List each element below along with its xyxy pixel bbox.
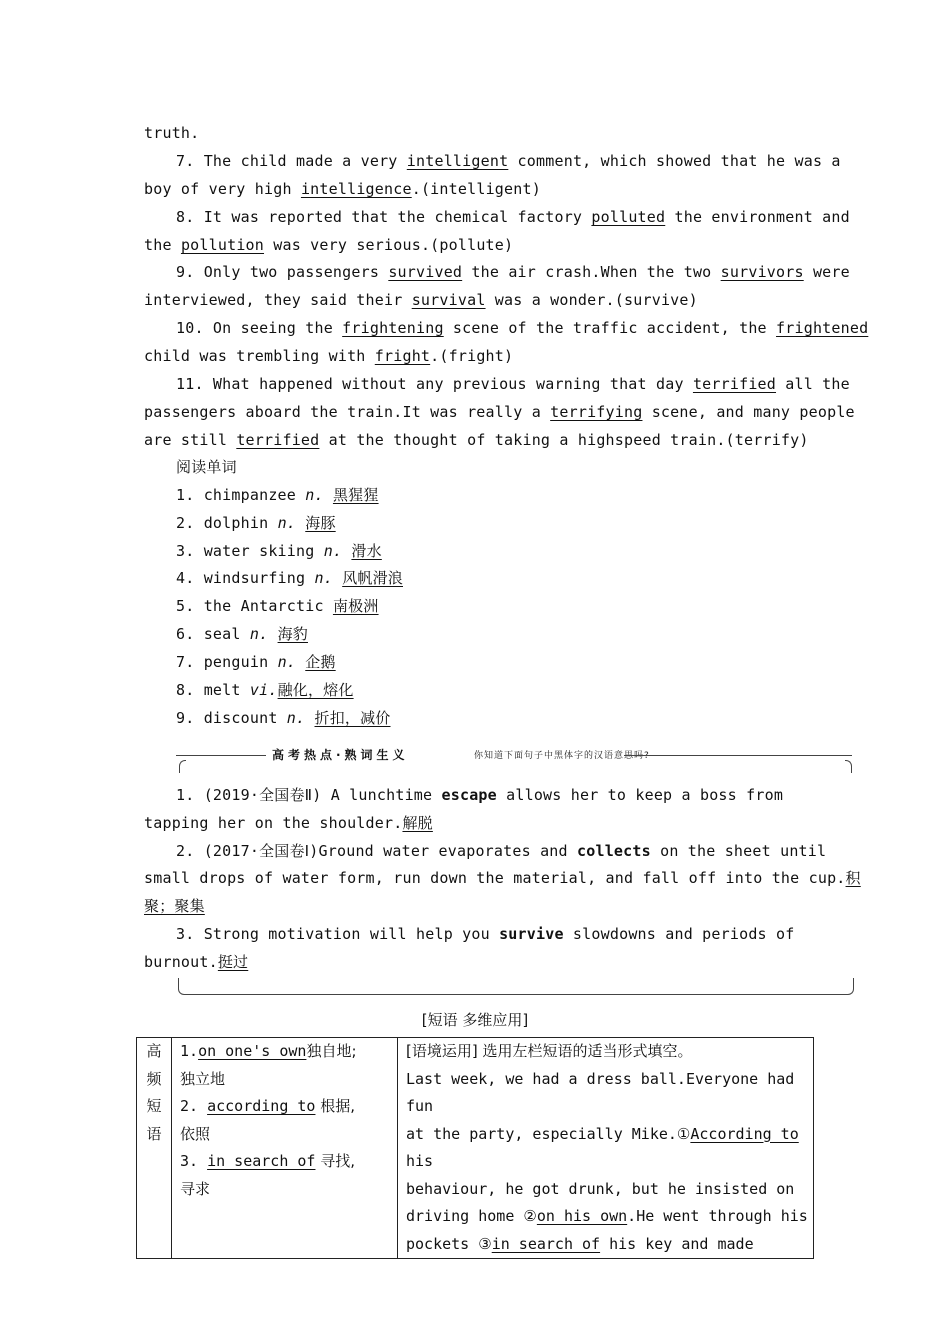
answer-blank: frightening	[342, 319, 444, 337]
text-line: 9. Only two passengers survived the air crash.When the two survivors were	[176, 263, 850, 281]
phrase-list-cell	[172, 1038, 398, 1259]
context-line: behaviour, he got drunk, but he insisted on	[406, 1179, 795, 1198]
word-item: 3. water skiing n. 滑水	[176, 542, 382, 560]
text-line	[144, 896, 205, 916]
text-line: child was trembling with fright.(fright)	[144, 347, 514, 365]
frame-corner	[845, 760, 852, 773]
text-line: small drops of water form, run down the material, and fall off into the cup.积	[144, 869, 861, 887]
answer-blank: 聚；聚集	[144, 897, 205, 915]
answer-blank: on his own	[536, 1207, 628, 1225]
answer-blank: frightened	[776, 319, 869, 337]
word-item: 6. seal n. 海豹	[176, 625, 308, 643]
answer-blank: in search of	[207, 1152, 316, 1170]
word-item: 9. discount n. 折扣，减价	[176, 709, 391, 727]
phrase-item: 2. according to 根据,	[180, 1097, 356, 1115]
phrase-item: 寻求	[180, 1179, 211, 1198]
text-line: 10. On seeing the frightening scene of the traffic accident, the frightened	[176, 319, 869, 337]
text-line: 8. It was reported that the chemical factory polluted the environment and	[176, 208, 850, 226]
answer-blank: terrified	[692, 375, 777, 393]
answer-blank: polluted	[591, 208, 666, 226]
phrase-table	[136, 1037, 814, 1259]
banner-subtitle: 你知道下面句子中黑体字的汉语意思吗?	[474, 751, 650, 761]
answer-blank: in search of	[491, 1234, 601, 1253]
frame-corner	[179, 760, 186, 773]
text-line: tapping her on the shoulder.解脱	[144, 814, 433, 832]
word-item: 4. windsurfing n. 风帆滑浪	[176, 569, 403, 587]
phrase-item: 依照	[180, 1124, 211, 1143]
context-heading: [语境运用] 选用左栏短语的适当形式填空。	[406, 1042, 693, 1060]
banner-rule	[624, 755, 852, 756]
answer-blank: 积	[845, 869, 861, 887]
text-line: burnout.挺过	[144, 953, 249, 971]
word-item: 8. melt vi.融化，熔化	[176, 681, 354, 699]
bold-keyword: escape	[441, 786, 497, 804]
text-line: truth.	[144, 124, 200, 142]
context-line: at the party, especially Mike.①According to his	[406, 1124, 799, 1170]
phrase-item: 3. in search of 寻找,	[180, 1152, 356, 1170]
word-item: 5. the Antarctic 南极洲	[176, 597, 379, 615]
answer-blank: 挺过	[217, 953, 249, 971]
text-line: 1. (2019·全国卷Ⅱ) A lunchtime escape allows her to keep a boss from	[176, 786, 784, 804]
context-cell	[398, 1038, 814, 1259]
banner-rule	[176, 755, 266, 756]
context-line: driving home ②on his own.He went through his	[406, 1207, 808, 1225]
section-heading: 阅读单词	[176, 458, 237, 476]
text-line: 11. What happened without any previous warning that day terrified all the	[176, 375, 850, 393]
text-line: boy of very high intelligence.(intelligent)	[144, 180, 541, 198]
table-label-cell: 高 频 短 语	[137, 1038, 172, 1259]
text-line: 3. Strong motivation will help you survive slowdowns and periods of	[176, 925, 795, 943]
text-line: interviewed, they said their survival was a wonder.(survive)	[144, 291, 698, 309]
text-line: 7. The child made a very intelligent comment, which showed that he was a	[176, 152, 841, 170]
word-item: 1. chimpanzee n. 黑猩猩	[176, 486, 379, 504]
answer-blank: terrifying	[550, 403, 643, 421]
phrase-item: 独立地	[180, 1069, 226, 1088]
phrase-item: 1.on one's own独自地;	[180, 1042, 357, 1060]
text-line: passengers aboard the train.It was really a terrifying scene, and many people	[144, 403, 855, 421]
answer-blank: According to	[690, 1124, 799, 1143]
answer-blank: pollution	[180, 236, 265, 254]
section-frame	[178, 978, 854, 995]
bold-keyword: survive	[499, 925, 564, 943]
answer-blank: according to	[207, 1097, 316, 1115]
answer-blank: fright	[374, 347, 431, 365]
phrases-title: [短语 多维应用]	[421, 1011, 529, 1029]
section-banner	[176, 742, 852, 772]
text-line: are still terrified at the thought of taking a highspeed train.(terrify)	[144, 431, 809, 449]
bold-keyword: collects	[577, 842, 651, 860]
answer-blank: 解脱	[402, 814, 433, 832]
answer-blank: survival	[411, 291, 486, 309]
context-line: pockets ③in search of his key and made	[406, 1234, 754, 1253]
word-item: 7. penguin n. 企鹅	[176, 653, 336, 671]
text-line: the pollution was very serious.(pollute)	[144, 236, 514, 254]
answer-blank: survivors	[720, 263, 804, 281]
answer-blank: on one's own	[198, 1042, 307, 1060]
banner-title: 高考热点·熟词生义	[272, 748, 409, 762]
word-item: 2. dolphin n. 海豚	[176, 514, 336, 532]
answer-blank: intelligent	[406, 152, 509, 170]
answer-blank: terrified	[236, 431, 320, 449]
answer-blank: survived	[388, 263, 463, 281]
answer-blank: intelligence	[300, 180, 412, 198]
context-line: Last week, we had a dress ball.Everyone had fun	[406, 1069, 795, 1115]
text-line: 2. (2017·全国卷Ⅰ)Ground water evaporates and collects on the sheet until	[176, 842, 827, 860]
